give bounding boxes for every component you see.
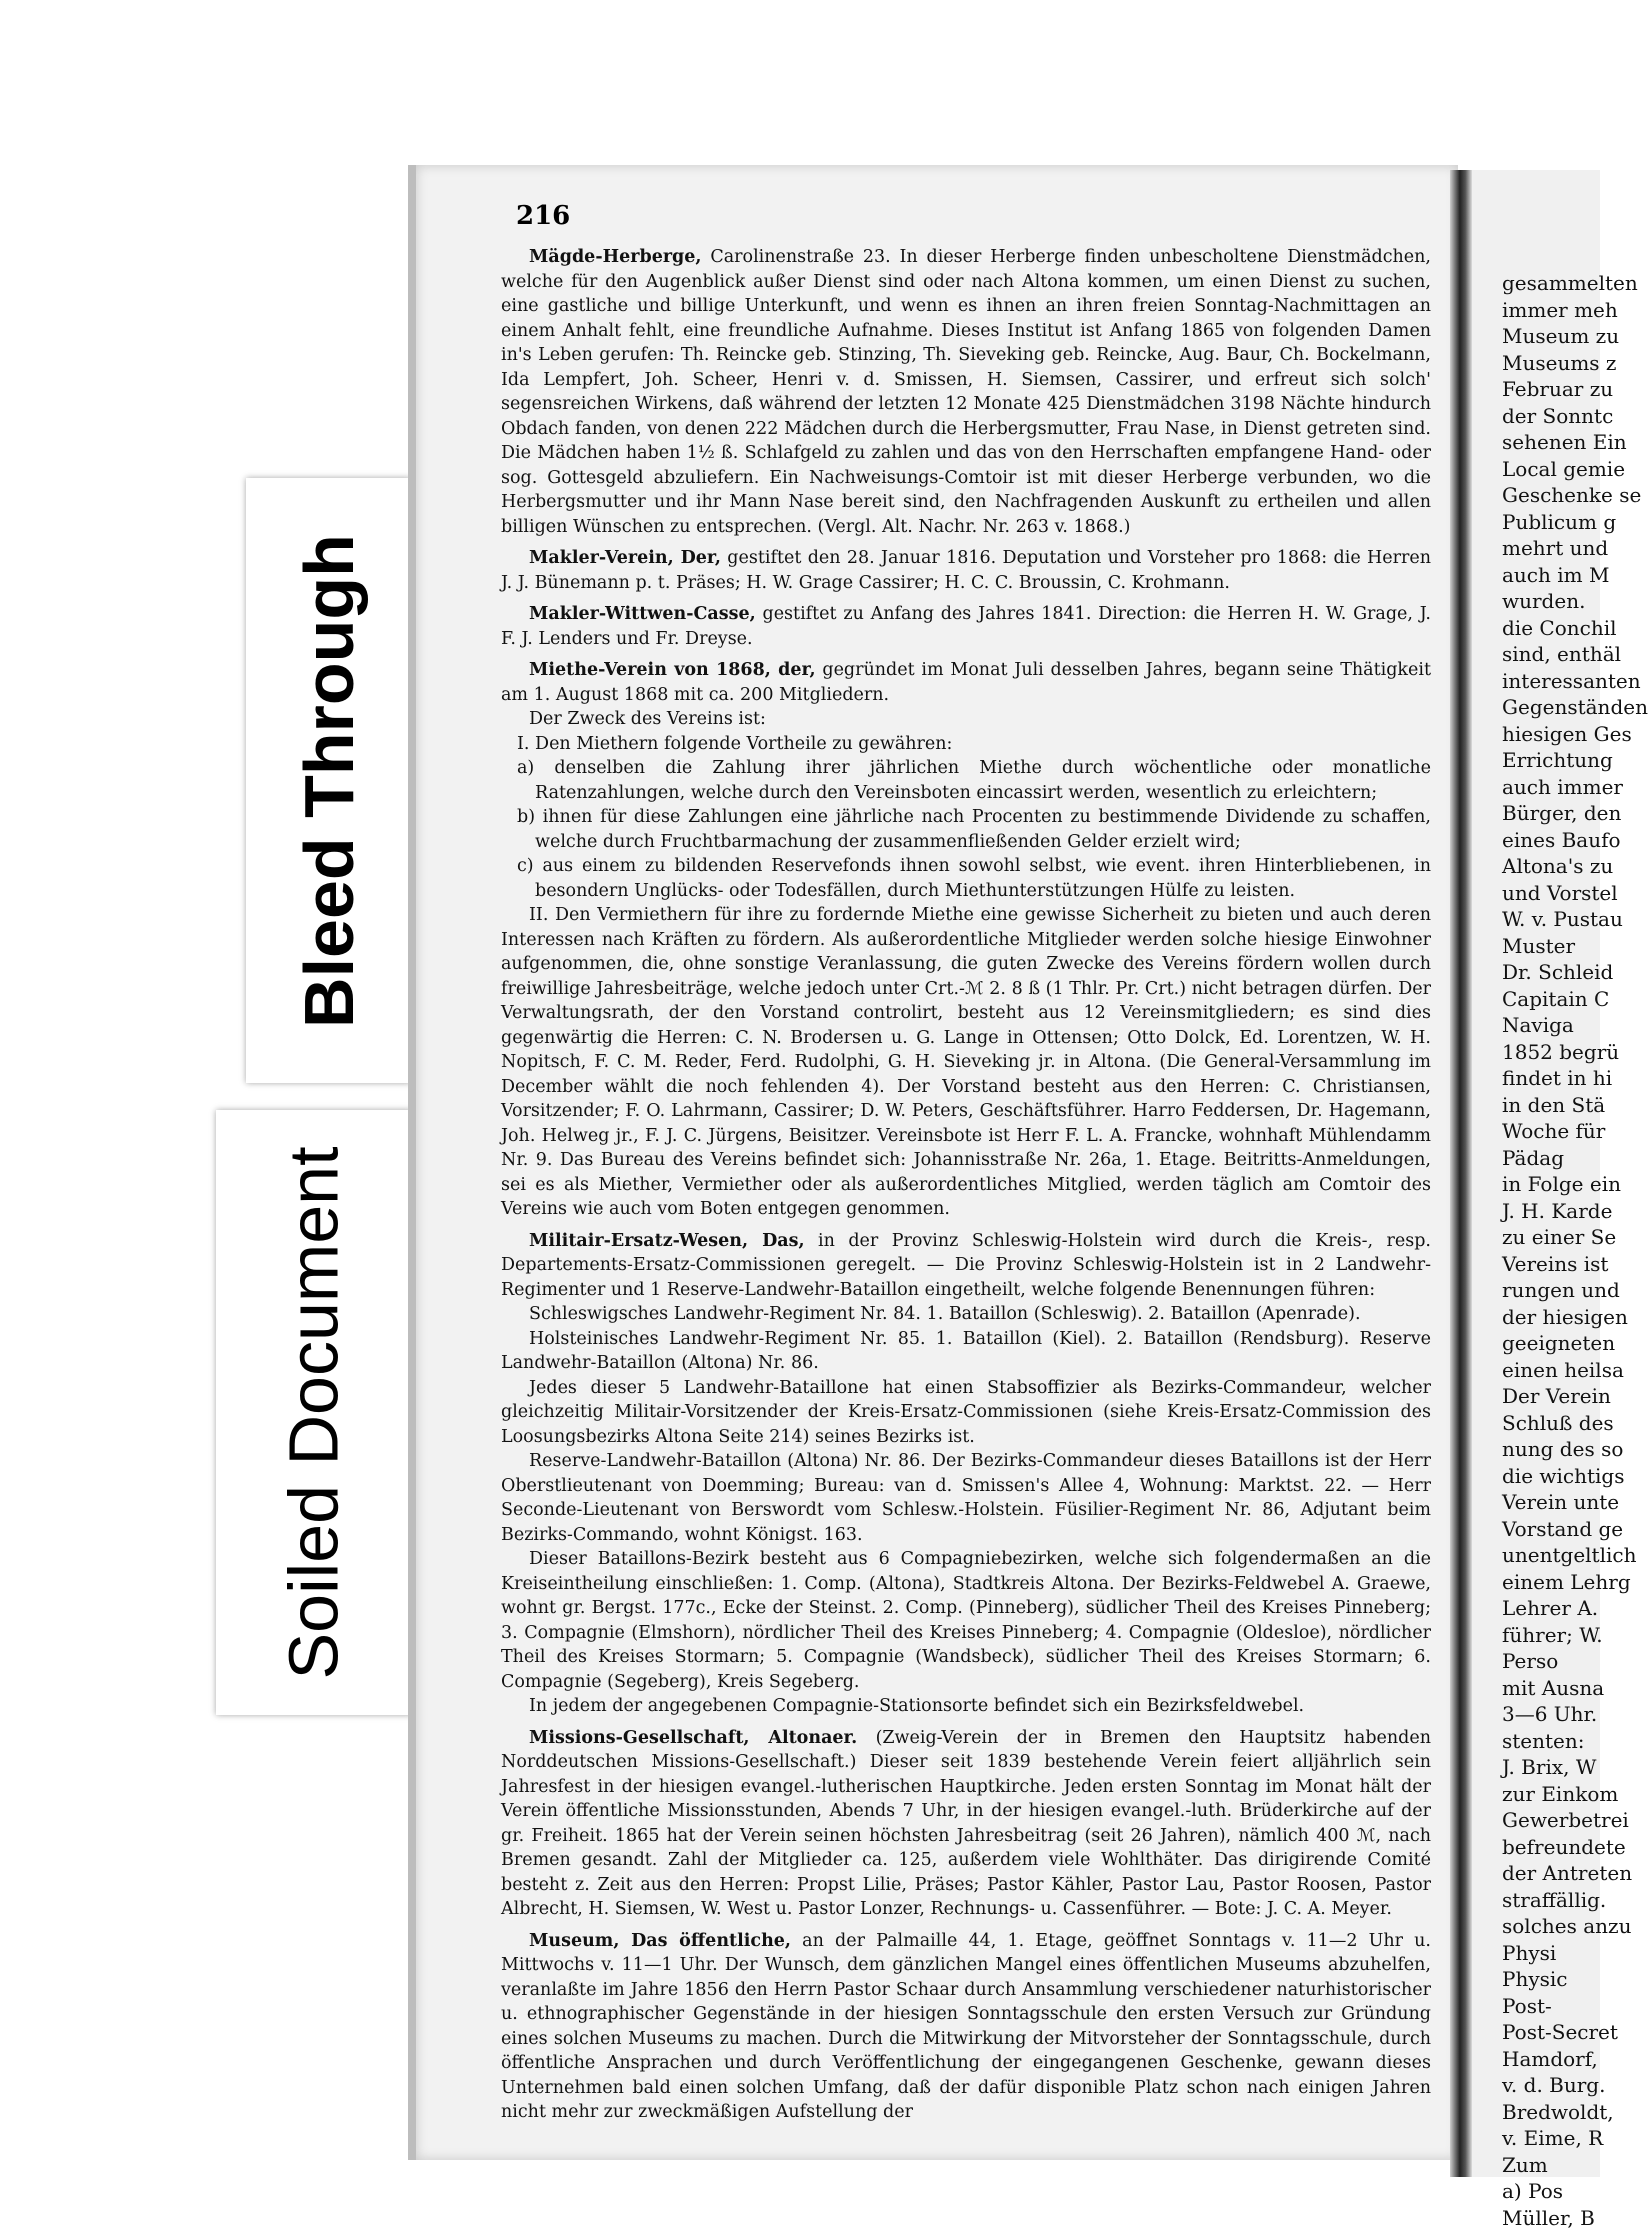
facing-page-fragment: Woche für bbox=[1502, 1119, 1606, 1143]
facing-page-fragment: a) Pos bbox=[1502, 2179, 1564, 2203]
facing-page-fragment: Zum bbox=[1502, 2152, 1548, 2177]
facing-page-fragment: Altona's zu bbox=[1502, 854, 1614, 878]
militair-para: Dieser Bataillons-Bezirk besteht aus 6 Compagniebezirken, welche sich folgendermaßen an die Kreiseintheilung einschließen: 1. Comp. (Altona), Stadtkreis Altona. Der Bezirks-Feldwebel A. Graewe, wohnt gr. Bergst. 177c., Ecke der Steinst. 2. Comp. (Pinneberg), südlicher Theil des Kreises Pinneberg; 3. Compagnie (Elmshorn), nördlicher Theil des Kreises Pinneberg; 4. Compagnie (Oldesloe), nördlicher Theil des Kreises Stormarn; 5. Compagnie (Wandsbeck), südlicher Theil des Kreises Stormarn; 6. Compagnie (Segeberg), Kreis Segeberg. bbox=[501, 1549, 1431, 1692]
facing-page-fragment: die Conchil bbox=[1502, 615, 1617, 640]
book-gutter bbox=[1450, 170, 1472, 2177]
facing-page-fragment: mit Ausna bbox=[1502, 1675, 1605, 1700]
page-number: 216 bbox=[516, 201, 571, 231]
soiled-document-label bbox=[216, 1110, 412, 1715]
entry-museum: Museum, Das öffentliche, an der Palmaille 44, 1. Etage, geöffnet Sonntags v. 11—2 Uhr u. Mittwochs v. 11—1 Uhr. Der Wunsch, dem gänzlichen Mangel eines öffentlichen Museums abzuhelfen, veranlaßte im Jahre 1856 den Herrn Pastor Schaar durch Ansammlung verschiedener naturhistorischer u. ethnographischer Gegenstände in der hiesigen Sonntagsschule den ersten Versuch zur Gründung eines solchen Museums zu machen. Durch die Mitwirkung der Mitvorsteher der Sonntagsschule, durch öffentliche Ansprachen und durch Veröffentlichung der eingegangenen Geschenke, gewann dieses Unternehmen bald einen solchen Umfang, daß der dafür disponible Platz schon nach einigen Jahren nicht mehr zur zweckmäßigen Aufstellung der bbox=[501, 1930, 1431, 2122]
miethe-list-item: b) ihnen für diese Zahlungen eine jährliche nach Procenten zu bestimmende Dividende zu schaffen, welche durch Fruchtbarmachung der zusammenfließenden Gelder erzielt wird; bbox=[517, 807, 1431, 852]
facing-page-fragment: 3—6 Uhr. bbox=[1502, 1702, 1598, 1726]
facing-page-fragment: straffällig. bbox=[1502, 1887, 1607, 1912]
facing-page-fragment: Gegenständen bbox=[1502, 695, 1648, 719]
entry-makler-wittwen-casse: Makler-Wittwen-Casse, gestiftet zu Anfang des Jahres 1841. Direction: die Herren H. W. Grage, J. F. J. Lenders und Fr. Dreyse. bbox=[501, 604, 1431, 649]
facing-page-fragment: eines Baufo bbox=[1502, 827, 1621, 852]
facing-page-fragment: der hiesigen bbox=[1502, 1304, 1628, 1329]
facing-page-fragment: befreundete bbox=[1502, 1834, 1626, 1859]
militair-para: Jedes dieser 5 Landwehr-Bataillone hat einen Stabsoffizier als Bezirks-Commandeur, welcher gleichzeitig Militair-Vorsitzender der Kreis-Ersatz-Commissionen (siehe Kreis-Ersatz-Commission des Loosungsbezirks Altona Seite 214) seines Bezirks ist. bbox=[501, 1377, 1431, 1447]
miethe-zweck: Der Zweck des Vereins ist: bbox=[529, 709, 766, 729]
facing-page-fragment: Schluß des bbox=[1502, 1410, 1614, 1435]
facing-page-fragment: Geschenke se bbox=[1502, 483, 1642, 507]
militair-para: In jedem der angegebenen Compagnie-Stationsorte befindet sich ein Bezirksfeldwebel. bbox=[529, 1696, 1305, 1716]
facing-page-fragment: geeigneten bbox=[1502, 1331, 1616, 1355]
bleed-through-label bbox=[246, 478, 411, 1083]
facing-page-fragment: Hamdorf, bbox=[1502, 2046, 1598, 2071]
facing-page-fragment: hiesigen Ges bbox=[1502, 721, 1632, 746]
facing-page-fragment: Gewerbetrei bbox=[1502, 1808, 1629, 1832]
facing-page-fragment: und Vorstel bbox=[1502, 880, 1618, 905]
facing-page-fragment: findet in hi bbox=[1502, 1066, 1613, 1090]
facing-page-fragment: Museums z bbox=[1502, 350, 1617, 375]
page-text bbox=[501, 245, 1431, 2132]
facing-page-fragment: Post-Secret bbox=[1502, 2020, 1618, 2044]
facing-page-fragment: Dr. Schleid bbox=[1502, 960, 1614, 984]
facing-page-fragment: Perso bbox=[1502, 1649, 1559, 1673]
facing-page-fragment: Physi bbox=[1502, 1940, 1557, 1965]
facing-page-fragment: Physic bbox=[1502, 1967, 1568, 1991]
facing-page-fragment: in den Stä bbox=[1502, 1092, 1606, 1117]
facing-page-fragment: Bredwoldt, bbox=[1502, 2099, 1614, 2124]
facing-page-edge bbox=[1472, 170, 1648, 2230]
entry-makler-verein: Makler-Verein, Der, gestiftet den 28. Januar 1816. Deputation und Vorsteher pro 1868: die Herren J. J. Bünemann p. t. Präses; H. W. Grage Cassirer; H. C. C. Broussin, C. Krohmann. bbox=[501, 548, 1431, 593]
facing-page-fragment: Capitain C bbox=[1502, 986, 1610, 1011]
facing-page-fragment: 1852 begrü bbox=[1502, 1039, 1620, 1064]
facing-page-fragment: solches anzu bbox=[1502, 1914, 1632, 1938]
entry-missions: Missions-Gesellschaft, Altonaer. (Zweig-Verein der in Bremen den Hauptsitz habenden Norddeutschen Missions-Gesellschaft.) Dieser seit 1839 bestehende Verein feiert alljährlich sein Jahresfest in der hiesigen evangel.-lutherischen Hauptkirche. Jeden ersten Sonntag im Monat hält der Verein öffentliche Missionsstunden, Abends 7 Uhr, in der hiesigen evangel.-luth. Brüderkirche auf der gr. Freiheit. 1865 hat der Verein seinen höchsten Jahresbeitrag (seit 26 Jahren), nämlich 400 ℳ, nach Bremen gesandt. Zahl der Mitglieder ca. 125, außerdem viele Wohlthäter. Das dirigirende Comité besteht z. Zeit aus den Herren: Propst Lilie, Präses; Pastor Kähler, Pastor Lau, Pastor Roosen, Pastor Albrecht, H. Siemsen, W. West u. Pastor Lonzer, Rechnungs- u. Cassenführer. — Bote: J. C. A. Meyer. bbox=[501, 1727, 1431, 1919]
facing-page-fragment: Errichtung bbox=[1502, 748, 1613, 772]
facing-page-fragment: W. v. Pustau bbox=[1502, 907, 1623, 931]
facing-page-fragment: Publicum g bbox=[1502, 509, 1617, 534]
facing-page-fragment: rungen und bbox=[1502, 1278, 1620, 1302]
facing-page-fragment: Muster bbox=[1502, 933, 1576, 958]
facing-page-fragment: der Sonntc bbox=[1502, 403, 1614, 428]
facing-page-fragment: auch im M bbox=[1502, 562, 1610, 587]
miethe-list-item: I. Den Miethern folgende Vortheile zu gewähren: bbox=[517, 733, 953, 754]
facing-page-fragment: zur Einkom bbox=[1502, 1781, 1619, 1806]
facing-page-fragment: interessanten bbox=[1502, 668, 1641, 693]
facing-page-fragment: Bürger, den bbox=[1502, 801, 1622, 825]
militair-para: Holsteinisches Landwehr-Regiment Nr. 85. 1. Bataillon (Kiel). 2. Bataillon (Rendsburg). Reserve Landwehr-Bataillon (Altona) Nr. 86. bbox=[501, 1328, 1431, 1373]
facing-page-fragment: einem Lehrg bbox=[1502, 1569, 1631, 1594]
miethe-section-ii: II. Den Vermiethern für ihre zu fordernde Miethe eine gewisse Sicherheit zu bieten und auch deren Interessen nach Kräften zu fördern. Als außerordentliche Mitglieder werden solche hiesige Einwohner aufgenommen, die, ohne sonstige Veranlassung, die guten Zwecke des Vereins fördern wollen durch freiwillige Jahresbeiträge, welche jedoch unter Crt.-ℳ 2. 8 ß (1 Thlr. Pr. Crt.) nicht betragen dürfen. Der Verwaltungsrath, der den Vorstand controlirt, besteht aus 12 Vereinsmitgliedern; es sind dies gegenwärtig die Herren: C. N. Brodersen u. G. Lange in Ottensen; Otto Dolck, Ed. Lorentzen, W. H. Nopitsch, F. C. M. Reder, Ferd. Rudolphi, G. H. Sieveking jr. in Altona. (Die General-Versammlung im December wählt die noch fehlenden 4). Der Vorstand besteht aus den Herren: C. Christiansen, Vorsitzender; F. O. Lahrmann, Cassirer; D. W. Peters, Geschäftsführer. Harro Feddersen, Dr. Hagemann, Joh. Helweg jr., F. J. C. Jürgens, Beisitzer. Vereinsbote ist Herr F. L. A. Francke, wohnhaft Mühlendamm Nr. 9. Das Bureau des Vereins befindet sich: Johannisstraße Nr. 26a, 1. Etage. Beitritts-Anmeldungen, sei es als Miether, Vermiether oder als außerordentliches Mitglied, werden täglich am Comtoir des Vereins wie auch vom Boten entgegen genommen. bbox=[501, 905, 1431, 1219]
facing-page-fragment: zu einer Se bbox=[1502, 1225, 1617, 1249]
facing-page-fragment: Vereins ist bbox=[1502, 1251, 1609, 1276]
facing-page-fragment: nung des so bbox=[1502, 1437, 1624, 1461]
entry-miethe-verein: Miethe-Verein von 1868, der, gegründet im Monat Juli desselben Jahres, begann seine Thätigkeit am 1. August 1868 mit ca. 200 Mitgliedern. bbox=[501, 660, 1432, 705]
miethe-list-item: c) aus einem zu bildenden Reservefonds ihnen sowohl selbst, wie event. ihren Hinterbliebenen, in besondern Unglücks- oder Todesfällen, durch Miethunterstützungen Hülfe zu leisten. bbox=[517, 856, 1431, 901]
facing-page-fragment: immer meh bbox=[1502, 297, 1618, 322]
bleed-through-text: Bleed Through bbox=[289, 533, 368, 1028]
facing-page-fragment: der Antreten bbox=[1502, 1861, 1633, 1885]
facing-page-fragment: sehenen Ein bbox=[1502, 430, 1627, 454]
facing-page-fragment: Museum zu bbox=[1502, 324, 1620, 348]
facing-page-fragment: v. d. Burg. bbox=[1502, 2073, 1606, 2097]
facing-page-fragment: Lehrer A. bbox=[1502, 1596, 1599, 1620]
miethe-list-item: a) denselben die Zahlung ihrer jährlichen Miethe durch wöchentliche oder monatliche Ratenzahlungen, welche durch den Vereinsboten eincassirt werden, wesentlich zu erleichtern; bbox=[517, 758, 1431, 803]
facing-page-fragment: sind, enthäl bbox=[1502, 642, 1622, 666]
facing-page-fragment: Verein unte bbox=[1502, 1490, 1620, 1514]
facing-page-fragment: gesammelten bbox=[1502, 271, 1638, 295]
facing-page-fragment: Müller, B bbox=[1502, 2205, 1595, 2230]
facing-page-fragment: v. Eime, R bbox=[1502, 2126, 1604, 2150]
facing-page-fragment: Februar zu bbox=[1502, 377, 1614, 401]
facing-page-fragment: Pädag bbox=[1502, 1145, 1565, 1170]
facing-page-fragment: Vorstand ge bbox=[1502, 1516, 1624, 1541]
facing-page-fragment: die wichtigs bbox=[1502, 1463, 1625, 1488]
facing-page-fragment: einen heilsa bbox=[1502, 1357, 1624, 1382]
facing-page-fragment: auch immer bbox=[1502, 774, 1623, 799]
facing-page-fragment: führer; W. bbox=[1502, 1622, 1603, 1647]
militair-para: Schleswigsches Landwehr-Regiment Nr. 84. 1. Bataillon (Schleswig). 2. Bataillon (Apenrade). bbox=[529, 1304, 1361, 1324]
facing-page-fragment: mehrt und bbox=[1502, 536, 1609, 560]
facing-page-fragment: in Folge ein bbox=[1502, 1172, 1621, 1196]
book-page bbox=[408, 165, 1458, 2160]
facing-page-fragment: unentgeltlich bbox=[1502, 1543, 1637, 1567]
entry-militair: Militair-Ersatz-Wesen, Das, in der Provinz Schleswig-Holstein wird durch die Kreis-, resp. Departements-Ersatz-Commissionen geregelt. — Die Provinz Schleswig-Holstein ist in 2 Landwehr-Regimenter und 1 Reserve-Landwehr-Bataillon eingetheilt, welche folgende Benennungen führen: bbox=[501, 1230, 1431, 1300]
facing-page-fragment: J. H. Karde bbox=[1502, 1198, 1613, 1223]
facing-page-fragment: Local gemie bbox=[1502, 456, 1626, 481]
facing-page-fragment: stenten: bbox=[1502, 1728, 1585, 1753]
entry-maegde-herberge: Mägde-Herberge, Carolinenstraße 23. In dieser Herberge finden unbescholtene Dienstmädchen, welche für den Augenblick außer Dienst sind oder nach Altona kommen, um einen Dienst zu suchen, eine gastliche und billige Unterkunft, und wenn es ihnen an ihren freien Sonntag-Nachmittagen an einem Anhalt fehlt, eine freundliche Aufnahme. Dieses Institut ist Anfang 1865 von folgenden Damen in's Leben gerufen: Th. Reincke geb. Stinzing, Th. Sieveking geb. Reincke, Aug. Baur, Ch. Bockelmann, Ida Lempfert, Joh. Scheer, Henri v. d. Smissen, H. Siemsen, Cassirer, und erfreut sich solch' segensreichen Wirkens, daß während der letzten 12 Monate 425 Dienstmädchen 3198 Nächte hindurch Obdach fanden, von denen 222 Mädchen durch die Herbergsmutter, Frau Nase, in Dienst getreten sind. Die Mädchen haben 1½ ß. Schlafgeld zu zahlen und das von den Herrschaften empfangene Hand- oder sog. Gottesgeld abzuliefern. Ein Nachweisungs-Comtoir ist mit dieser Herberge verbunden, wo die Herbergsmutter und ihr Mann Nase bereit sind, den Nachfragenden Auskunft zu ertheilen und allen billigen Wünschen zu entsprechen. (Vergl. Alt. Nachr. Nr. 263 v. 1868.) bbox=[501, 247, 1431, 537]
militair-para: Reserve-Landwehr-Bataillon (Altona) Nr. 86. Der Bezirks-Commandeur dieses Bataillons ist der Herr Oberstlieutenant von Doemming; Bureau: van d. Smissen's Allee 4, Wohnung: Marktst. 22. — Herr Seconde-Lieutenant von Berswordt vom Schlesw.-Holstein. Füsilier-Regiment Nr. 86, Adjutant beim Bezirks-Commando, wohnt Königst. 163. bbox=[501, 1451, 1431, 1545]
facing-page-fragment: J. Brix, W bbox=[1502, 1755, 1597, 1779]
facing-page-fragment: Post- bbox=[1502, 1993, 1552, 2018]
soiled-document-text: Soiled Document bbox=[275, 1145, 354, 1680]
facing-page-fragment: Naviga bbox=[1502, 1013, 1574, 1037]
facing-page-fragment: wurden. bbox=[1502, 589, 1586, 613]
facing-page-fragment: Der Verein bbox=[1502, 1384, 1611, 1408]
